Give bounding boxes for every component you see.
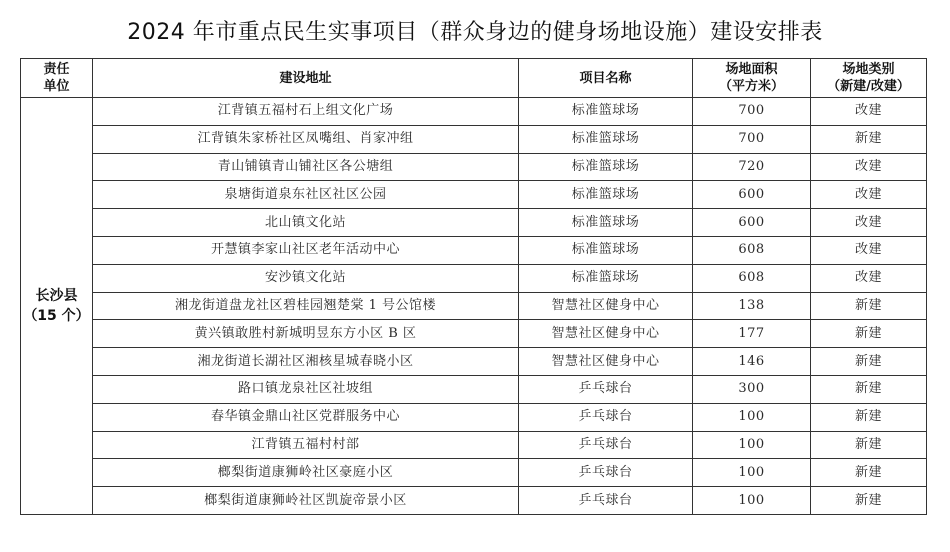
county-count: （15 个） — [23, 307, 90, 324]
address-cell: 黄兴镇敢胜村新城明昱东方小区 B 区 — [93, 320, 519, 348]
table-row — [21, 236, 927, 264]
project-name-cell: 乒乓球台 — [519, 431, 693, 459]
category-cell: 新建 — [811, 487, 927, 515]
area-cell: 600 — [693, 181, 811, 209]
address-cell: 春华镇金鼎山社区党群服务中心 — [93, 403, 519, 431]
header-category-line2: （新建/改建） — [827, 79, 910, 94]
area-cell: 138 — [693, 292, 811, 320]
header-project-name: 项目名称 — [519, 59, 693, 98]
county-cell — [21, 98, 93, 515]
project-name-cell: 标准篮球场 — [519, 98, 693, 126]
area-cell: 100 — [693, 431, 811, 459]
header-responsible-unit-line1: 责任 — [43, 62, 70, 77]
area-cell: 300 — [693, 375, 811, 403]
address-cell: 湘龙街道长湖社区湘核星城春晓小区 — [93, 348, 519, 376]
category-cell: 改建 — [811, 264, 927, 292]
table-row — [21, 292, 927, 320]
address-cell: 路口镇龙泉社区社坡组 — [93, 375, 519, 403]
area-cell: 146 — [693, 348, 811, 376]
address-cell: 榔梨街道康狮岭社区凯旋帝景小区 — [93, 487, 519, 515]
project-name-cell: 乒乓球台 — [519, 403, 693, 431]
page-title: 2024 年市重点民生实事项目（群众身边的健身场地设施）建设安排表 — [127, 20, 823, 45]
project-name-cell: 智慧社区健身中心 — [519, 292, 693, 320]
header-area-line1: 场地面积 — [725, 62, 778, 77]
category-cell: 新建 — [811, 431, 927, 459]
table-row — [21, 264, 927, 292]
address-cell: 湘龙街道盘龙社区碧桂园翘楚棠 1 号公馆楼 — [93, 292, 519, 320]
address-cell: 开慧镇李家山社区老年活动中心 — [93, 236, 519, 264]
table-row — [21, 459, 927, 487]
area-cell: 700 — [693, 98, 811, 126]
project-name-cell: 乒乓球台 — [519, 459, 693, 487]
construction-schedule-table — [20, 58, 927, 515]
project-name-cell: 标准篮球场 — [519, 236, 693, 264]
category-cell: 改建 — [811, 98, 927, 126]
area-cell: 720 — [693, 153, 811, 181]
table-row — [21, 125, 927, 153]
area-cell: 608 — [693, 236, 811, 264]
header-responsible-unit-line2: 单位 — [43, 79, 70, 94]
project-name-cell: 标准篮球场 — [519, 264, 693, 292]
table-body — [21, 98, 927, 515]
project-name-cell: 智慧社区健身中心 — [519, 320, 693, 348]
area-cell: 600 — [693, 209, 811, 237]
category-cell: 改建 — [811, 236, 927, 264]
address-cell: 北山镇文化站 — [93, 209, 519, 237]
table-row — [21, 181, 927, 209]
header-responsible-unit — [21, 59, 93, 98]
category-cell: 新建 — [811, 375, 927, 403]
category-cell: 新建 — [811, 348, 927, 376]
table-row — [21, 403, 927, 431]
project-name-cell: 标准篮球场 — [519, 209, 693, 237]
address-cell: 江背镇五福村石上组文化广场 — [93, 98, 519, 126]
table-row — [21, 348, 927, 376]
address-cell: 泉塘街道泉东社区社区公园 — [93, 181, 519, 209]
category-cell: 新建 — [811, 292, 927, 320]
area-cell: 177 — [693, 320, 811, 348]
project-name-cell: 智慧社区健身中心 — [519, 348, 693, 376]
category-cell: 新建 — [811, 125, 927, 153]
header-address: 建设地址 — [93, 59, 519, 98]
category-cell: 新建 — [811, 403, 927, 431]
table-row — [21, 375, 927, 403]
category-cell: 改建 — [811, 153, 927, 181]
project-name-cell: 乒乓球台 — [519, 375, 693, 403]
address-cell: 安沙镇文化站 — [93, 264, 519, 292]
category-cell: 新建 — [811, 320, 927, 348]
project-name-cell: 乒乓球台 — [519, 487, 693, 515]
address-cell: 青山铺镇青山铺社区各公塘组 — [93, 153, 519, 181]
header-category-line1: 场地类别 — [842, 62, 895, 77]
area-cell: 700 — [693, 125, 811, 153]
header-row — [21, 59, 927, 98]
table-row — [21, 320, 927, 348]
header-category — [811, 59, 927, 98]
area-cell: 100 — [693, 403, 811, 431]
area-cell: 608 — [693, 264, 811, 292]
area-cell: 100 — [693, 487, 811, 515]
table-row — [21, 98, 927, 126]
header-area — [693, 59, 811, 98]
county-name: 长沙县 — [35, 287, 78, 304]
address-cell: 江背镇朱家桥社区凤嘴组、肖家冲组 — [93, 125, 519, 153]
header-area-line2: （平方米） — [718, 79, 784, 94]
category-cell: 新建 — [811, 459, 927, 487]
address-cell: 江背镇五福村村部 — [93, 431, 519, 459]
category-cell: 改建 — [811, 209, 927, 237]
project-name-cell: 标准篮球场 — [519, 125, 693, 153]
table-row — [21, 153, 927, 181]
project-name-cell: 标准篮球场 — [519, 153, 693, 181]
table-row — [21, 487, 927, 515]
table-row — [21, 209, 927, 237]
table-row — [21, 431, 927, 459]
category-cell: 改建 — [811, 181, 927, 209]
project-name-cell: 标准篮球场 — [519, 181, 693, 209]
area-cell: 100 — [693, 459, 811, 487]
address-cell: 榔梨街道康狮岭社区豪庭小区 — [93, 459, 519, 487]
